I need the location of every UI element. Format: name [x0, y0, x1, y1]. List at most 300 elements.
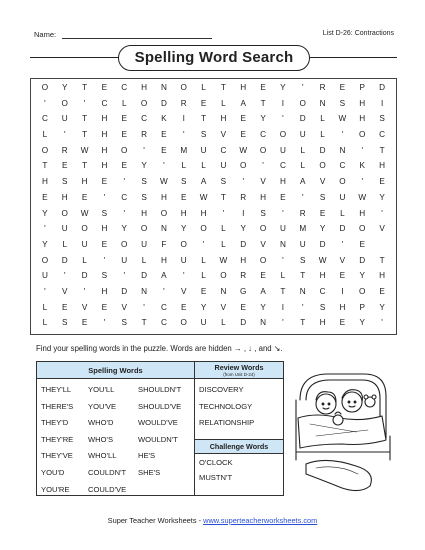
puzzle-letter: U: [41, 271, 48, 281]
puzzle-letter: L: [221, 239, 226, 249]
puzzle-letter: N: [160, 224, 167, 234]
puzzle-letter: ': [44, 224, 46, 234]
puzzle-letter: E: [200, 98, 207, 108]
puzzle-letter: S: [339, 98, 346, 108]
puzzle-letter: U: [299, 130, 306, 140]
puzzle-letter: L: [320, 130, 325, 140]
puzzle-letter: E: [62, 302, 68, 312]
puzzle-letter: E: [181, 192, 187, 202]
puzzle-letter: T: [141, 318, 147, 328]
review-words-heading: Review Words: [214, 363, 264, 372]
puzzle-letter: H: [279, 177, 286, 187]
puzzle-letter: S: [141, 177, 147, 187]
puzzle-letter: T: [82, 114, 88, 124]
puzzle-letter: A: [161, 271, 167, 281]
puzzle-letter: ': [143, 145, 145, 155]
puzzle-letter: H: [359, 208, 366, 218]
puzzle-letter: D: [379, 83, 386, 92]
puzzle-letter: H: [319, 271, 326, 281]
puzzle-letter: C: [339, 161, 346, 171]
puzzle-letter: Y: [260, 302, 266, 312]
puzzle-letter: P: [359, 302, 365, 312]
puzzle-letter: V: [121, 302, 127, 312]
puzzle-letter: R: [240, 192, 247, 202]
puzzle-letter: Y: [359, 271, 365, 281]
puzzle-letter: O: [319, 161, 326, 171]
puzzle-letter: ': [381, 318, 383, 328]
puzzle-letter: U: [180, 255, 187, 265]
puzzle-letter: C: [141, 114, 148, 124]
puzzle-letter: D: [81, 271, 88, 281]
puzzle-letter: E: [62, 161, 68, 171]
puzzle-letter: Y: [379, 302, 385, 312]
spelling-word: THEY'LL: [41, 385, 72, 394]
puzzle-letter: S: [260, 208, 266, 218]
puzzle-letter: N: [220, 286, 227, 296]
puzzle-letter: L: [221, 98, 226, 108]
puzzle-letter: E: [161, 145, 167, 155]
instructions: Find your spelling words in the puzzle. Words are hidden → , ↓ , and ↘.: [36, 344, 283, 353]
puzzle-letter: N: [339, 145, 346, 155]
puzzle-letter: S: [300, 255, 306, 265]
puzzle-letter: C: [101, 98, 108, 108]
puzzle-letter: O: [339, 177, 346, 187]
footer-text: Super Teacher Worksheets -: [107, 516, 204, 525]
puzzle-letter: L: [62, 239, 68, 249]
puzzle-letter: E: [339, 318, 346, 328]
puzzle-letter: C: [279, 161, 286, 171]
puzzle-letter: L: [221, 318, 226, 328]
puzzle-letter: ': [341, 130, 344, 140]
puzzle-letter: H: [101, 224, 108, 234]
puzzle-letter: O: [359, 286, 366, 296]
puzzle-letter: O: [61, 98, 68, 108]
puzzle-letter: H: [160, 192, 167, 202]
puzzle-letter: E: [240, 130, 246, 140]
puzzle-letter: Y: [141, 161, 147, 171]
puzzle-letter: W: [338, 114, 347, 124]
spelling-word: WOULD'VE: [138, 418, 178, 428]
puzzle-letter: N: [299, 286, 306, 296]
puzzle-letter: D: [319, 145, 326, 155]
puzzle-letter: Y: [200, 302, 207, 312]
review-words-header: [195, 362, 283, 379]
puzzle-letter: V: [181, 286, 187, 296]
puzzle-letter: Y: [42, 239, 48, 249]
puzzle-letter: U: [200, 318, 207, 328]
puzzle-letter: C: [160, 302, 167, 312]
puzzle-letter: V: [62, 286, 68, 296]
puzzle-letter: V: [81, 302, 88, 312]
puzzle-letter: H: [101, 161, 108, 171]
puzzle-letter: U: [61, 114, 68, 124]
puzzle-letter: S: [62, 318, 68, 328]
puzzle-letter: H: [240, 83, 247, 92]
spelling-word: YOU'LL: [88, 385, 115, 394]
puzzle-letter: E: [260, 83, 266, 92]
puzzle-letter: K: [161, 114, 167, 124]
list-id: List D-26: Contractions: [322, 30, 394, 37]
word-search-grid: [30, 78, 397, 335]
puzzle-letter: Y: [121, 224, 127, 234]
puzzle-letter: V: [260, 239, 266, 249]
spelling-word: WOULDN'T: [138, 434, 178, 444]
puzzle-letter: S: [121, 318, 127, 328]
spelling-words-col-1: [41, 382, 73, 498]
puzzle-letter: ': [163, 286, 165, 296]
puzzle-letter: V: [319, 177, 326, 187]
puzzle-letter: O: [259, 255, 267, 265]
puzzle-letter: ': [301, 83, 304, 92]
puzzle-letter: ': [103, 255, 106, 265]
puzzle-letter: H: [359, 114, 366, 124]
challenge-word: MUSTN'T: [199, 473, 233, 482]
puzzle-letter: O: [359, 130, 366, 140]
puzzle-letter: O: [180, 83, 187, 92]
puzzle-letter: E: [339, 271, 346, 281]
puzzle-letter: E: [121, 130, 127, 140]
puzzle-letter: ': [341, 239, 344, 249]
name-label: Name:: [34, 30, 57, 39]
name-write-line: [62, 38, 212, 39]
puzzle-letter: C: [379, 130, 386, 140]
puzzle-letter: I: [281, 302, 285, 312]
puzzle-letter: H: [141, 208, 148, 218]
spelling-word: YOU'D: [41, 467, 65, 477]
puzzle-letter: ': [44, 286, 46, 296]
puzzle-letter: L: [42, 130, 48, 140]
challenge-words-heading: Challenge Words: [195, 439, 283, 454]
puzzle-letter: L: [340, 208, 345, 218]
puzzle-letter: E: [319, 208, 326, 218]
spelling-word: WHO'S: [88, 434, 114, 444]
spelling-word: SHOULD'VE: [138, 401, 182, 411]
puzzle-letter: E: [200, 286, 207, 296]
puzzle-letter: R: [61, 145, 68, 155]
challenge-words-list: [199, 455, 233, 485]
puzzle-letter: I: [281, 98, 285, 108]
puzzle-letter: ': [381, 208, 383, 218]
puzzle-letter: T: [82, 83, 88, 92]
puzzle-letter: U: [81, 239, 88, 249]
puzzle-letter: C: [260, 130, 267, 140]
puzzle-letter: V: [379, 224, 385, 234]
puzzle-letter: H: [339, 302, 346, 312]
puzzle-letter: ': [63, 130, 66, 140]
puzzle-letter: ': [301, 302, 304, 312]
puzzle-letter: E: [379, 286, 385, 296]
puzzle-letter: L: [300, 145, 306, 155]
puzzle-letter: Y: [359, 318, 365, 328]
spelling-word: SHOULDN'T: [138, 385, 182, 394]
spelling-word: WHO'D: [88, 418, 114, 428]
spelling-word: SHE'S: [138, 467, 161, 477]
puzzle-letter: ': [83, 98, 86, 108]
puzzle-letter: C: [220, 145, 227, 155]
puzzle-letter: D: [359, 255, 366, 265]
puzzle-letter: H: [61, 192, 68, 202]
puzzle-letter: H: [379, 271, 386, 281]
puzzle-letter: O: [160, 208, 168, 218]
puzzle-letter: W: [239, 145, 248, 155]
puzzle-letter: L: [141, 255, 147, 265]
puzzle-letter: H: [180, 208, 187, 218]
review-words-list: [199, 382, 254, 432]
puzzle-letter: A: [300, 177, 306, 187]
puzzle-letter: T: [379, 145, 385, 155]
puzzle-letter: O: [41, 83, 49, 92]
puzzle-letter: D: [339, 224, 346, 234]
puzzle-letter: E: [121, 161, 127, 171]
puzzle-letter: Y: [42, 208, 48, 218]
puzzle-letter: E: [42, 192, 48, 202]
puzzle-letter: L: [201, 161, 206, 171]
puzzle-letter: ': [262, 161, 264, 171]
puzzle-letter: E: [161, 130, 167, 140]
puzzle-letter: ': [282, 114, 284, 124]
puzzle-letter: A: [200, 177, 207, 187]
puzzle-letter: W: [318, 255, 327, 265]
review-word: DISCOVERY: [199, 385, 244, 394]
puzzle-letter: T: [300, 271, 306, 281]
puzzle-letter: S: [200, 130, 207, 140]
puzzle-letter: D: [240, 318, 247, 328]
puzzle-letter: W: [80, 208, 89, 218]
puzzle-letter: N: [141, 286, 148, 296]
puzzle-letter: O: [279, 130, 287, 140]
puzzle-letter: ': [361, 177, 364, 187]
puzzle-letter: T: [379, 255, 385, 265]
puzzle-letter: Y: [280, 83, 286, 92]
puzzle-letter: I: [242, 208, 245, 218]
puzzle-letter: D: [240, 239, 247, 249]
footer-link[interactable]: www.superteacherworksheets.com: [203, 516, 318, 525]
puzzle-letter: O: [259, 224, 267, 234]
puzzle-letter: Y: [379, 192, 385, 202]
puzzle-letter: E: [101, 239, 108, 249]
puzzle-letter: H: [101, 145, 108, 155]
puzzle-letter: A: [260, 286, 266, 296]
puzzle-letter: S: [181, 177, 187, 187]
puzzle-letter: O: [121, 145, 128, 155]
review-word: RELATIONSHIP: [199, 418, 255, 428]
puzzle-letter: V: [260, 177, 266, 187]
puzzle-letter: M: [299, 224, 307, 234]
puzzle-letter: V: [339, 255, 346, 265]
puzzle-letter: O: [359, 224, 366, 234]
puzzle-letter: S: [62, 177, 68, 187]
puzzle-letter: L: [201, 83, 206, 92]
puzzle-letter: O: [61, 208, 68, 218]
spelling-word: THEY'RE: [41, 434, 74, 444]
spelling-word: THERE'S: [41, 401, 74, 411]
puzzle-letter: O: [140, 98, 148, 108]
puzzle-letter: H: [81, 177, 88, 187]
puzzle-letter: L: [42, 302, 48, 312]
puzzle-letter: S: [319, 302, 326, 312]
puzzle-letter: H: [260, 192, 267, 202]
puzzle-letter: S: [101, 208, 108, 218]
puzzle-letter: L: [320, 114, 325, 124]
spelling-words-col-2: [88, 382, 126, 498]
puzzle-letter: ': [282, 208, 284, 218]
puzzle-letter: O: [180, 318, 187, 328]
spelling-word: THEY'D: [41, 418, 69, 428]
puzzle-letter: ': [83, 286, 86, 296]
puzzle-letter: I: [380, 98, 384, 108]
puzzle-letter: O: [259, 145, 267, 155]
puzzle-letter: O: [299, 98, 306, 108]
spelling-word: HE'S: [138, 451, 156, 461]
puzzle-letter: W: [199, 192, 208, 202]
puzzle-letter: C: [160, 318, 167, 328]
puzzle-letter: E: [81, 318, 88, 328]
puzzle-letter: ': [361, 145, 364, 155]
puzzle-letter: ': [103, 192, 106, 202]
puzzle-letter: ': [143, 302, 145, 312]
puzzle-letter: N: [260, 318, 267, 328]
puzzle-letter: R: [319, 83, 326, 92]
puzzle-letter: Y: [62, 83, 68, 92]
puzzle-letter: U: [339, 192, 346, 202]
puzzle-letter: ': [63, 271, 66, 281]
puzzle-letter: E: [379, 177, 385, 187]
puzzle-letter: ': [123, 177, 126, 187]
puzzle-letter: ': [282, 255, 284, 265]
puzzle-letter: R: [240, 271, 247, 281]
puzzle-letter: D: [141, 271, 148, 281]
puzzle-letter: U: [61, 224, 68, 234]
spelling-words-col-3: [138, 382, 181, 482]
puzzle-letter: T: [82, 161, 88, 171]
puzzle-letter: H: [319, 318, 326, 328]
puzzle-letter: E: [359, 239, 365, 249]
puzzle-letter: H: [160, 255, 167, 265]
puzzle-letter: H: [101, 130, 108, 140]
puzzle-letter: L: [221, 224, 226, 234]
puzzle-letter: E: [181, 302, 187, 312]
footer: [0, 516, 425, 525]
puzzle-letter: E: [240, 114, 246, 124]
puzzle-letter: H: [359, 98, 366, 108]
puzzle-letter: I: [341, 286, 344, 296]
spelling-words-body: [37, 379, 195, 495]
puzzle-letter: ': [222, 208, 225, 218]
puzzle-letter: I: [182, 114, 185, 124]
puzzle-letter: W: [219, 255, 228, 265]
puzzle-letter: T: [220, 83, 226, 92]
puzzle-letter: E: [81, 192, 88, 202]
puzzle-letter: H: [141, 83, 148, 92]
puzzle-letter: M: [180, 145, 188, 155]
puzzle-letter: H: [101, 286, 108, 296]
puzzle-letter: E: [260, 271, 266, 281]
puzzle-letter: U: [279, 224, 286, 234]
puzzle-letter: C: [319, 286, 326, 296]
puzzle-letter: N: [279, 239, 286, 249]
puzzle-letter: U: [141, 239, 148, 249]
page-title: Spelling Word Search: [118, 45, 310, 71]
puzzle-letter: W: [160, 177, 168, 187]
puzzle-letter: O: [240, 161, 247, 171]
puzzle-letter: ': [163, 161, 165, 171]
puzzle-letter: H: [200, 208, 207, 218]
puzzle-letter: E: [101, 177, 108, 187]
puzzle-letter: T: [42, 161, 48, 171]
puzzle-letter: ': [44, 98, 46, 108]
puzzle-letter: S: [319, 192, 326, 202]
puzzle-letter: ': [182, 130, 185, 140]
puzzle-letter: S: [379, 114, 385, 124]
puzzle-letter: E: [339, 83, 346, 92]
puzzle-letter: T: [82, 130, 88, 140]
puzzle-letter: L: [300, 161, 306, 171]
puzzle-letter: T: [280, 286, 286, 296]
spelling-word: YOU'RE: [41, 484, 70, 494]
puzzle-letter: D: [160, 98, 167, 108]
puzzle-letter: ': [103, 318, 106, 328]
puzzle-letter: U: [220, 161, 227, 171]
puzzle-letter: ': [123, 208, 126, 218]
puzzle-letter: ': [202, 239, 205, 249]
spelling-words-heading: Spelling Words: [37, 362, 195, 379]
puzzle-letter: C: [121, 192, 128, 202]
puzzle-letter: T: [260, 98, 266, 108]
puzzle-letter: L: [82, 255, 87, 265]
puzzle-letter: ': [242, 177, 245, 187]
spelling-word: COULDN'T: [88, 467, 127, 477]
word-list-table: [36, 361, 284, 496]
puzzle-letter: V: [220, 130, 227, 140]
puzzle-letter: E: [121, 114, 127, 124]
worksheet-header: [34, 30, 394, 44]
review-word: TECHNOLOGY: [199, 401, 253, 411]
puzzle-letter: W: [80, 145, 89, 155]
puzzle-letter: S: [141, 192, 147, 202]
puzzle-letter: D: [61, 255, 68, 265]
puzzle-letter: R: [299, 208, 306, 218]
puzzle-letter: L: [201, 271, 206, 281]
puzzle-letter: S: [101, 271, 108, 281]
puzzle-letter: O: [220, 271, 227, 281]
puzzle-letter: H: [101, 114, 108, 124]
puzzle-letter: H: [379, 161, 386, 171]
puzzle-letter: [372, 238, 392, 254]
puzzle-letter: H: [240, 255, 247, 265]
puzzle-letter: C: [121, 83, 128, 92]
puzzle-letter: ': [123, 271, 126, 281]
puzzle-letter: G: [240, 286, 247, 296]
puzzle-letter: F: [161, 239, 167, 249]
puzzle-letter: C: [41, 114, 48, 124]
kids-in-bed-illustration: [286, 360, 396, 498]
puzzle-letter: O: [140, 224, 148, 234]
puzzle-letter: U: [299, 239, 306, 249]
puzzle-letter: W: [358, 192, 367, 202]
puzzle-letter: T: [201, 114, 207, 124]
spelling-word: WHO'LL: [88, 451, 117, 461]
puzzle-letter: R: [141, 130, 148, 140]
puzzle-letter: O: [41, 255, 49, 265]
puzzle-letter: L: [42, 318, 48, 328]
puzzle-letter: ': [182, 271, 185, 281]
spelling-word: COULD'VE: [88, 484, 127, 494]
puzzle-letter: D: [299, 114, 306, 124]
puzzle-letter: D: [121, 286, 128, 296]
puzzle-letter: A: [240, 98, 246, 108]
puzzle-letter: E: [101, 83, 108, 92]
puzzle-letter: O: [41, 145, 49, 155]
